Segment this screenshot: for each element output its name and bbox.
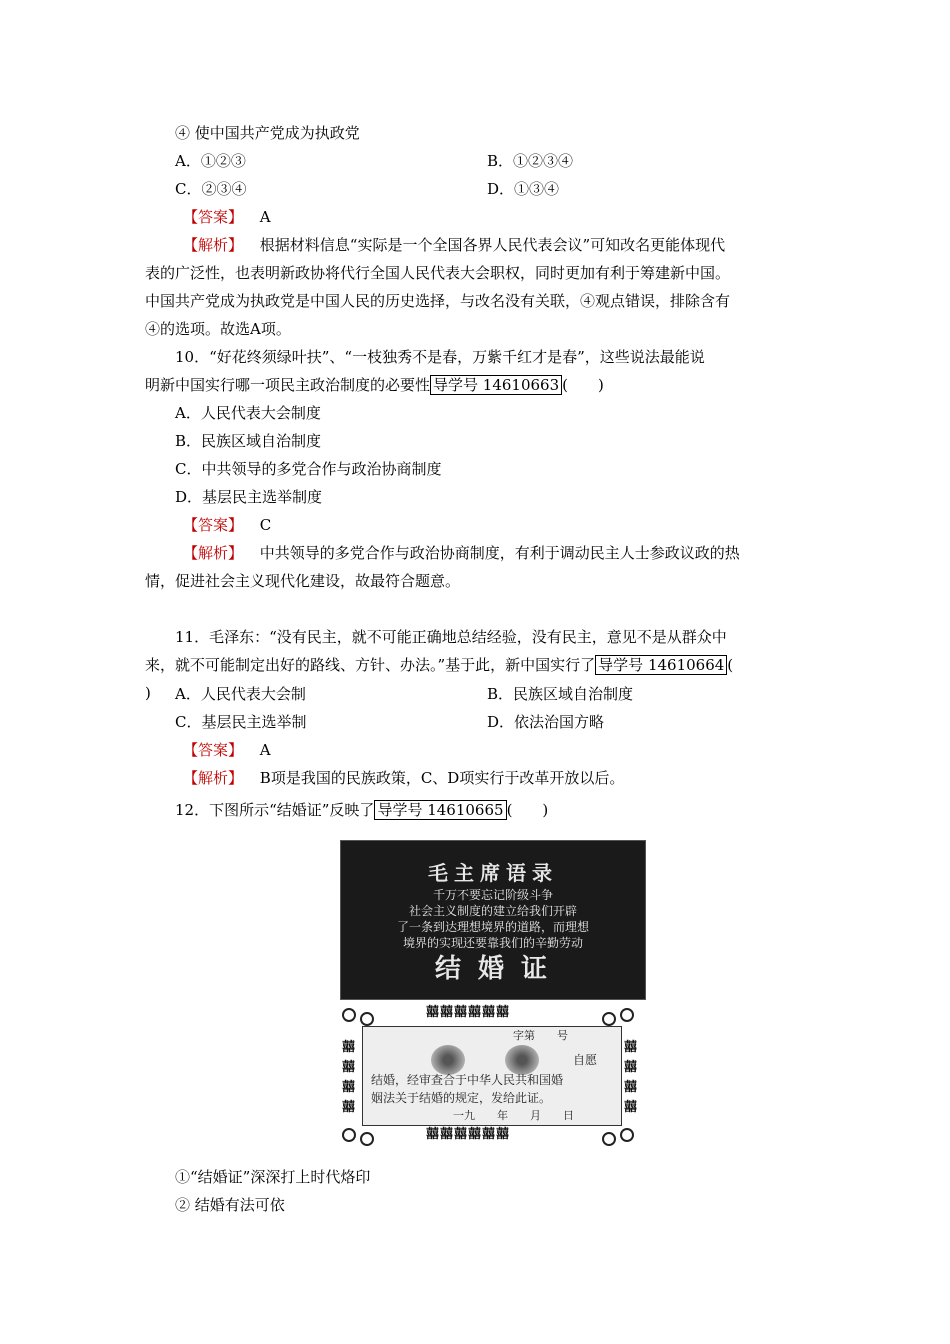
q9-answer-line	[183, 203, 271, 231]
q11-paren-close: )	[145, 684, 151, 702]
q9-option-b: B．①②③④	[487, 152, 574, 170]
statement-1: ①“结婚证”深深打上时代烙印	[175, 1168, 371, 1186]
cert-number: 字第 号	[513, 1029, 568, 1042]
answer-tag: 【答案】	[183, 208, 244, 226]
cover-quote-4: 境界的实现还要靠我们的辛勤劳动	[402, 936, 583, 950]
q10-stem-line-1: 10．“好花终须绿叶扶”、“一枝独秀不是春，万紫千红才是春”，这些说法最能说	[175, 348, 705, 366]
q10-answer-blank: ( )	[562, 376, 604, 394]
xi-right-2: 囍	[624, 1060, 639, 1075]
q9-analysis-line-2: 表的广泛性，也表明新政协将代行全国人民代表大会职权，同时更加有利于筹建新中国。	[145, 264, 731, 282]
q12-stem-text: 12．下图所示“结婚证”反映了	[175, 801, 375, 819]
coin-ornament	[602, 1132, 616, 1146]
answer-tag: 【答案】	[183, 741, 244, 759]
q10-analysis-line-1	[183, 539, 740, 567]
coin-ornament	[620, 1008, 634, 1022]
q9-analysis-line-4: ④的选项。故选A项。	[145, 320, 291, 338]
q10-answer-line	[183, 511, 271, 539]
q9-analysis-line-1	[183, 231, 725, 259]
q11-option-a: A．人民代表大会制	[175, 685, 306, 703]
analysis-tag: 【解析】	[183, 544, 244, 562]
answer-value: A	[259, 741, 271, 759]
analysis-text: 中共领导的多党合作与政治协商制度，有利于调动民主人士参政议政的热	[259, 544, 740, 562]
coin-ornament	[360, 1012, 374, 1026]
q10-option-a: A．人民代表大会制度	[175, 404, 321, 422]
q12-stem-line	[175, 796, 548, 824]
xi-left-3: 囍	[342, 1080, 357, 1095]
analysis-text: B项是我国的民族政策，C、D项实行于改革开放以后。	[259, 769, 625, 787]
cover-title: 结 婚 证	[434, 954, 552, 984]
coin-ornament	[342, 1008, 356, 1022]
statement-2: ② 结婚有法可依	[175, 1196, 285, 1214]
cover-heading: 毛主席语录	[428, 861, 558, 885]
cert-line-2: 结婚，经审查合于中华人民共和国婚	[371, 1073, 564, 1087]
q12-guide-number: 导学号 14610665	[374, 800, 506, 820]
q10-guide-number: 导学号 14610663	[430, 375, 562, 395]
answer-value: C	[259, 516, 272, 534]
coin-ornament	[360, 1132, 374, 1146]
q9-option-a: A．①②③	[175, 152, 246, 170]
answer-tag: 【答案】	[183, 516, 244, 534]
q11-stem-line-2	[145, 651, 733, 679]
q11-option-c: C．基层民主选举制	[175, 713, 307, 731]
q11-paren-open: (	[727, 656, 734, 674]
certificate-text-frame	[362, 1026, 622, 1126]
q10-option-d: D．基层民主选举制度	[175, 488, 323, 506]
answer-value: A	[259, 208, 271, 226]
cover-quote-1: 千万不要忘记阶级斗争	[432, 888, 553, 902]
certificate-inner-page	[338, 1004, 646, 1148]
cover-quote-3: 了一条到达理想境界的道路，而理想	[396, 920, 589, 934]
q9-option-d: D．①③④	[487, 180, 560, 198]
q11-answer-line	[183, 736, 271, 764]
xi-left-2: 囍	[342, 1060, 357, 1075]
q10-option-c: C．中共领导的多党合作与政治协商制度	[175, 460, 442, 478]
analysis-text: 根据材料信息“实际是一个全国各界人民代表会议”可知改名更能体现代	[259, 236, 726, 254]
xi-right-3: 囍	[624, 1080, 639, 1095]
q11-option-d: D．依法治国方略	[487, 713, 605, 731]
q11-analysis-line	[183, 764, 624, 792]
q10-analysis-line-2: 情，促进社会主义现代化建设，故最符合题意。	[145, 572, 461, 590]
coin-ornament	[602, 1012, 616, 1026]
analysis-tag: 【解析】	[183, 236, 244, 254]
q9-option-c: C．②③④	[175, 180, 247, 198]
q10-stem-line-2	[145, 371, 604, 399]
q11-stem-line-1: 11．毛泽东：“没有民主，就不可能正确地总结经验，没有民主，意见不是从群众中	[175, 628, 727, 646]
q11-stem-text: 来，就不可能制定出好的路线、方针、办法。”基于此，新中国实行了	[145, 656, 596, 674]
q9-analysis-line-3: 中国共产党成为执政党是中国人民的历史选择，与改名没有关联，④观点错误，排除含有	[145, 292, 731, 310]
coin-ornament	[620, 1128, 634, 1142]
marriage-certificate-image	[338, 838, 646, 1148]
xi-left-4: 囍	[342, 1100, 357, 1115]
q10-option-b: B．民族区域自治制度	[175, 432, 322, 450]
cover-quote-2: 社会主义制度的建立给我们开辟	[408, 904, 577, 918]
cert-date: 一九 年 月 日	[453, 1109, 574, 1122]
analysis-tag: 【解析】	[183, 769, 244, 787]
option-4-text: ④ 使中国共产党成为执政党	[175, 124, 360, 142]
cert-line-1: 自愿	[573, 1053, 598, 1067]
peony-flower-left	[431, 1045, 465, 1075]
xi-right-4: 囍	[624, 1100, 639, 1115]
cert-line-3: 姻法关于结婚的规定，发给此证。	[371, 1091, 552, 1105]
peony-flower-right	[505, 1045, 539, 1075]
xi-left-1: 囍	[342, 1040, 357, 1055]
q11-guide-number: 导学号 14610664	[595, 655, 727, 675]
certificate-cover	[340, 840, 646, 1000]
q12-answer-blank: ( )	[506, 801, 549, 819]
xi-row-top: 囍囍囍囍囍囍	[426, 1005, 511, 1020]
q10-stem-text: 明新中国实行哪一项民主政治制度的必要性	[145, 376, 431, 394]
xi-right-1: 囍	[624, 1040, 639, 1055]
q11-option-b: B．民族区域自治制度	[487, 685, 634, 703]
coin-ornament	[342, 1128, 356, 1142]
xi-row-bottom: 囍囍囍囍囍囍	[426, 1127, 511, 1142]
